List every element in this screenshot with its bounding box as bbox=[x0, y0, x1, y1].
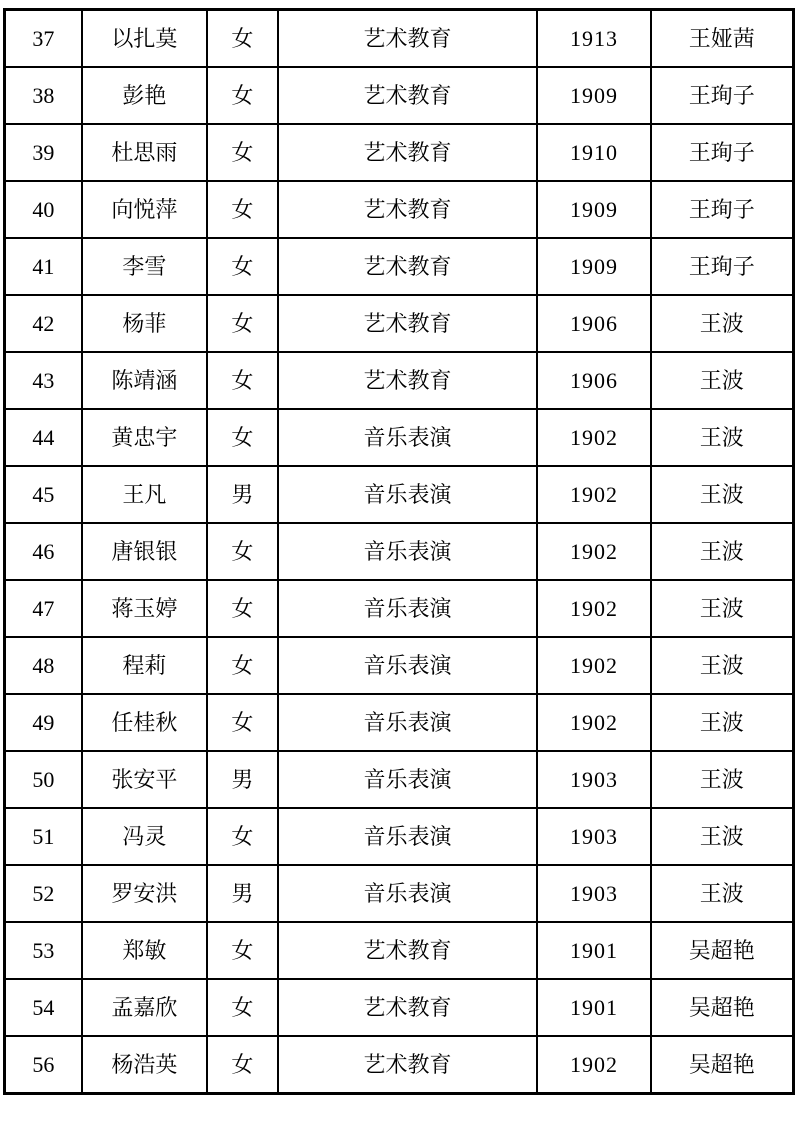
student-name-cell: 以扎莫 bbox=[82, 10, 207, 68]
row-number-cell: 42 bbox=[5, 295, 82, 352]
student-name-cell: 李雪 bbox=[82, 238, 207, 295]
teacher-name-cell: 王波 bbox=[651, 808, 794, 865]
teacher-name-cell: 王波 bbox=[651, 637, 794, 694]
class-number-cell: 1909 bbox=[537, 238, 650, 295]
gender-cell: 女 bbox=[207, 694, 278, 751]
class-number-cell: 1901 bbox=[537, 979, 650, 1036]
student-name-cell: 冯灵 bbox=[82, 808, 207, 865]
student-name-cell: 彭艳 bbox=[82, 67, 207, 124]
class-number-cell: 1909 bbox=[537, 67, 650, 124]
teacher-name-cell: 王波 bbox=[651, 694, 794, 751]
table-row bbox=[5, 1036, 794, 1094]
teacher-name-cell: 王珣子 bbox=[651, 124, 794, 181]
class-number-cell: 1902 bbox=[537, 580, 650, 637]
major-cell: 艺术教育 bbox=[278, 238, 538, 295]
gender-cell: 女 bbox=[207, 124, 278, 181]
teacher-name-cell: 王波 bbox=[651, 865, 794, 922]
student-name-cell: 杨浩英 bbox=[82, 1036, 207, 1094]
class-number-cell: 1902 bbox=[537, 1036, 650, 1094]
gender-cell: 男 bbox=[207, 466, 278, 523]
student-name-cell: 蒋玉婷 bbox=[82, 580, 207, 637]
class-number-cell: 1901 bbox=[537, 922, 650, 979]
row-number-cell: 50 bbox=[5, 751, 82, 808]
student-name-cell: 罗安洪 bbox=[82, 865, 207, 922]
gender-cell: 女 bbox=[207, 523, 278, 580]
row-number-cell: 51 bbox=[5, 808, 82, 865]
row-number-cell: 44 bbox=[5, 409, 82, 466]
student-name-cell: 杨菲 bbox=[82, 295, 207, 352]
table-row bbox=[5, 238, 794, 295]
gender-cell: 女 bbox=[207, 295, 278, 352]
row-number-cell: 56 bbox=[5, 1036, 82, 1094]
student-name-cell: 孟嘉欣 bbox=[82, 979, 207, 1036]
class-number-cell: 1902 bbox=[537, 523, 650, 580]
table-row bbox=[5, 124, 794, 181]
table-row bbox=[5, 979, 794, 1036]
major-cell: 艺术教育 bbox=[278, 67, 538, 124]
table-row bbox=[5, 523, 794, 580]
row-number-cell: 49 bbox=[5, 694, 82, 751]
teacher-name-cell: 王波 bbox=[651, 751, 794, 808]
gender-cell: 女 bbox=[207, 979, 278, 1036]
student-name-cell: 张安平 bbox=[82, 751, 207, 808]
teacher-name-cell: 王珣子 bbox=[651, 238, 794, 295]
teacher-name-cell: 吴超艳 bbox=[651, 922, 794, 979]
gender-cell: 女 bbox=[207, 1036, 278, 1094]
major-cell: 艺术教育 bbox=[278, 352, 538, 409]
table-row bbox=[5, 181, 794, 238]
gender-cell: 女 bbox=[207, 409, 278, 466]
class-number-cell: 1913 bbox=[537, 10, 650, 68]
student-name-cell: 程莉 bbox=[82, 637, 207, 694]
student-name-cell: 黄忠宇 bbox=[82, 409, 207, 466]
row-number-cell: 38 bbox=[5, 67, 82, 124]
class-number-cell: 1906 bbox=[537, 352, 650, 409]
student-name-cell: 向悦萍 bbox=[82, 181, 207, 238]
row-number-cell: 39 bbox=[5, 124, 82, 181]
row-number-cell: 45 bbox=[5, 466, 82, 523]
gender-cell: 女 bbox=[207, 181, 278, 238]
major-cell: 艺术教育 bbox=[278, 10, 538, 68]
gender-cell: 女 bbox=[207, 922, 278, 979]
teacher-name-cell: 王波 bbox=[651, 466, 794, 523]
student-name-cell: 陈靖涵 bbox=[82, 352, 207, 409]
major-cell: 艺术教育 bbox=[278, 124, 538, 181]
major-cell: 音乐表演 bbox=[278, 808, 538, 865]
table-row bbox=[5, 295, 794, 352]
gender-cell: 女 bbox=[207, 238, 278, 295]
table-row bbox=[5, 580, 794, 637]
major-cell: 艺术教育 bbox=[278, 979, 538, 1036]
gender-cell: 女 bbox=[207, 637, 278, 694]
table-row bbox=[5, 637, 794, 694]
row-number-cell: 46 bbox=[5, 523, 82, 580]
gender-cell: 男 bbox=[207, 751, 278, 808]
student-name-cell: 郑敏 bbox=[82, 922, 207, 979]
row-number-cell: 40 bbox=[5, 181, 82, 238]
teacher-name-cell: 吴超艳 bbox=[651, 1036, 794, 1094]
gender-cell: 女 bbox=[207, 808, 278, 865]
class-number-cell: 1906 bbox=[537, 295, 650, 352]
major-cell: 艺术教育 bbox=[278, 295, 538, 352]
table-row bbox=[5, 67, 794, 124]
table-row bbox=[5, 10, 794, 68]
major-cell: 艺术教育 bbox=[278, 1036, 538, 1094]
teacher-name-cell: 王珣子 bbox=[651, 181, 794, 238]
class-number-cell: 1902 bbox=[537, 466, 650, 523]
major-cell: 音乐表演 bbox=[278, 580, 538, 637]
student-name-cell: 任桂秋 bbox=[82, 694, 207, 751]
student-name-cell: 王凡 bbox=[82, 466, 207, 523]
gender-cell: 女 bbox=[207, 352, 278, 409]
table-row bbox=[5, 865, 794, 922]
teacher-name-cell: 王波 bbox=[651, 523, 794, 580]
table-row bbox=[5, 409, 794, 466]
major-cell: 音乐表演 bbox=[278, 409, 538, 466]
gender-cell: 男 bbox=[207, 865, 278, 922]
gender-cell: 女 bbox=[207, 67, 278, 124]
table-row bbox=[5, 694, 794, 751]
student-name-cell: 唐银银 bbox=[82, 523, 207, 580]
row-number-cell: 43 bbox=[5, 352, 82, 409]
row-number-cell: 41 bbox=[5, 238, 82, 295]
teacher-name-cell: 王波 bbox=[651, 352, 794, 409]
class-number-cell: 1909 bbox=[537, 181, 650, 238]
row-number-cell: 53 bbox=[5, 922, 82, 979]
teacher-name-cell: 王波 bbox=[651, 580, 794, 637]
gender-cell: 女 bbox=[207, 10, 278, 68]
row-number-cell: 52 bbox=[5, 865, 82, 922]
class-number-cell: 1902 bbox=[537, 637, 650, 694]
class-number-cell: 1903 bbox=[537, 808, 650, 865]
table-row bbox=[5, 352, 794, 409]
row-number-cell: 47 bbox=[5, 580, 82, 637]
roster-body bbox=[5, 10, 794, 1094]
class-number-cell: 1910 bbox=[537, 124, 650, 181]
major-cell: 音乐表演 bbox=[278, 865, 538, 922]
row-number-cell: 37 bbox=[5, 10, 82, 68]
row-number-cell: 48 bbox=[5, 637, 82, 694]
major-cell: 音乐表演 bbox=[278, 466, 538, 523]
teacher-name-cell: 吴超艳 bbox=[651, 979, 794, 1036]
major-cell: 音乐表演 bbox=[278, 694, 538, 751]
gender-cell: 女 bbox=[207, 580, 278, 637]
major-cell: 音乐表演 bbox=[278, 751, 538, 808]
teacher-name-cell: 王珣子 bbox=[651, 67, 794, 124]
teacher-name-cell: 王波 bbox=[651, 409, 794, 466]
teacher-name-cell: 王波 bbox=[651, 295, 794, 352]
table-row bbox=[5, 922, 794, 979]
table-row bbox=[5, 466, 794, 523]
major-cell: 音乐表演 bbox=[278, 637, 538, 694]
class-number-cell: 1902 bbox=[537, 409, 650, 466]
student-name-cell: 杜思雨 bbox=[82, 124, 207, 181]
class-number-cell: 1903 bbox=[537, 751, 650, 808]
row-number-cell: 54 bbox=[5, 979, 82, 1036]
major-cell: 艺术教育 bbox=[278, 181, 538, 238]
table-row bbox=[5, 751, 794, 808]
class-number-cell: 1902 bbox=[537, 694, 650, 751]
major-cell: 艺术教育 bbox=[278, 922, 538, 979]
student-roster-table bbox=[3, 8, 795, 1095]
major-cell: 音乐表演 bbox=[278, 523, 538, 580]
teacher-name-cell: 王娅茜 bbox=[651, 10, 794, 68]
table-row bbox=[5, 808, 794, 865]
class-number-cell: 1903 bbox=[537, 865, 650, 922]
